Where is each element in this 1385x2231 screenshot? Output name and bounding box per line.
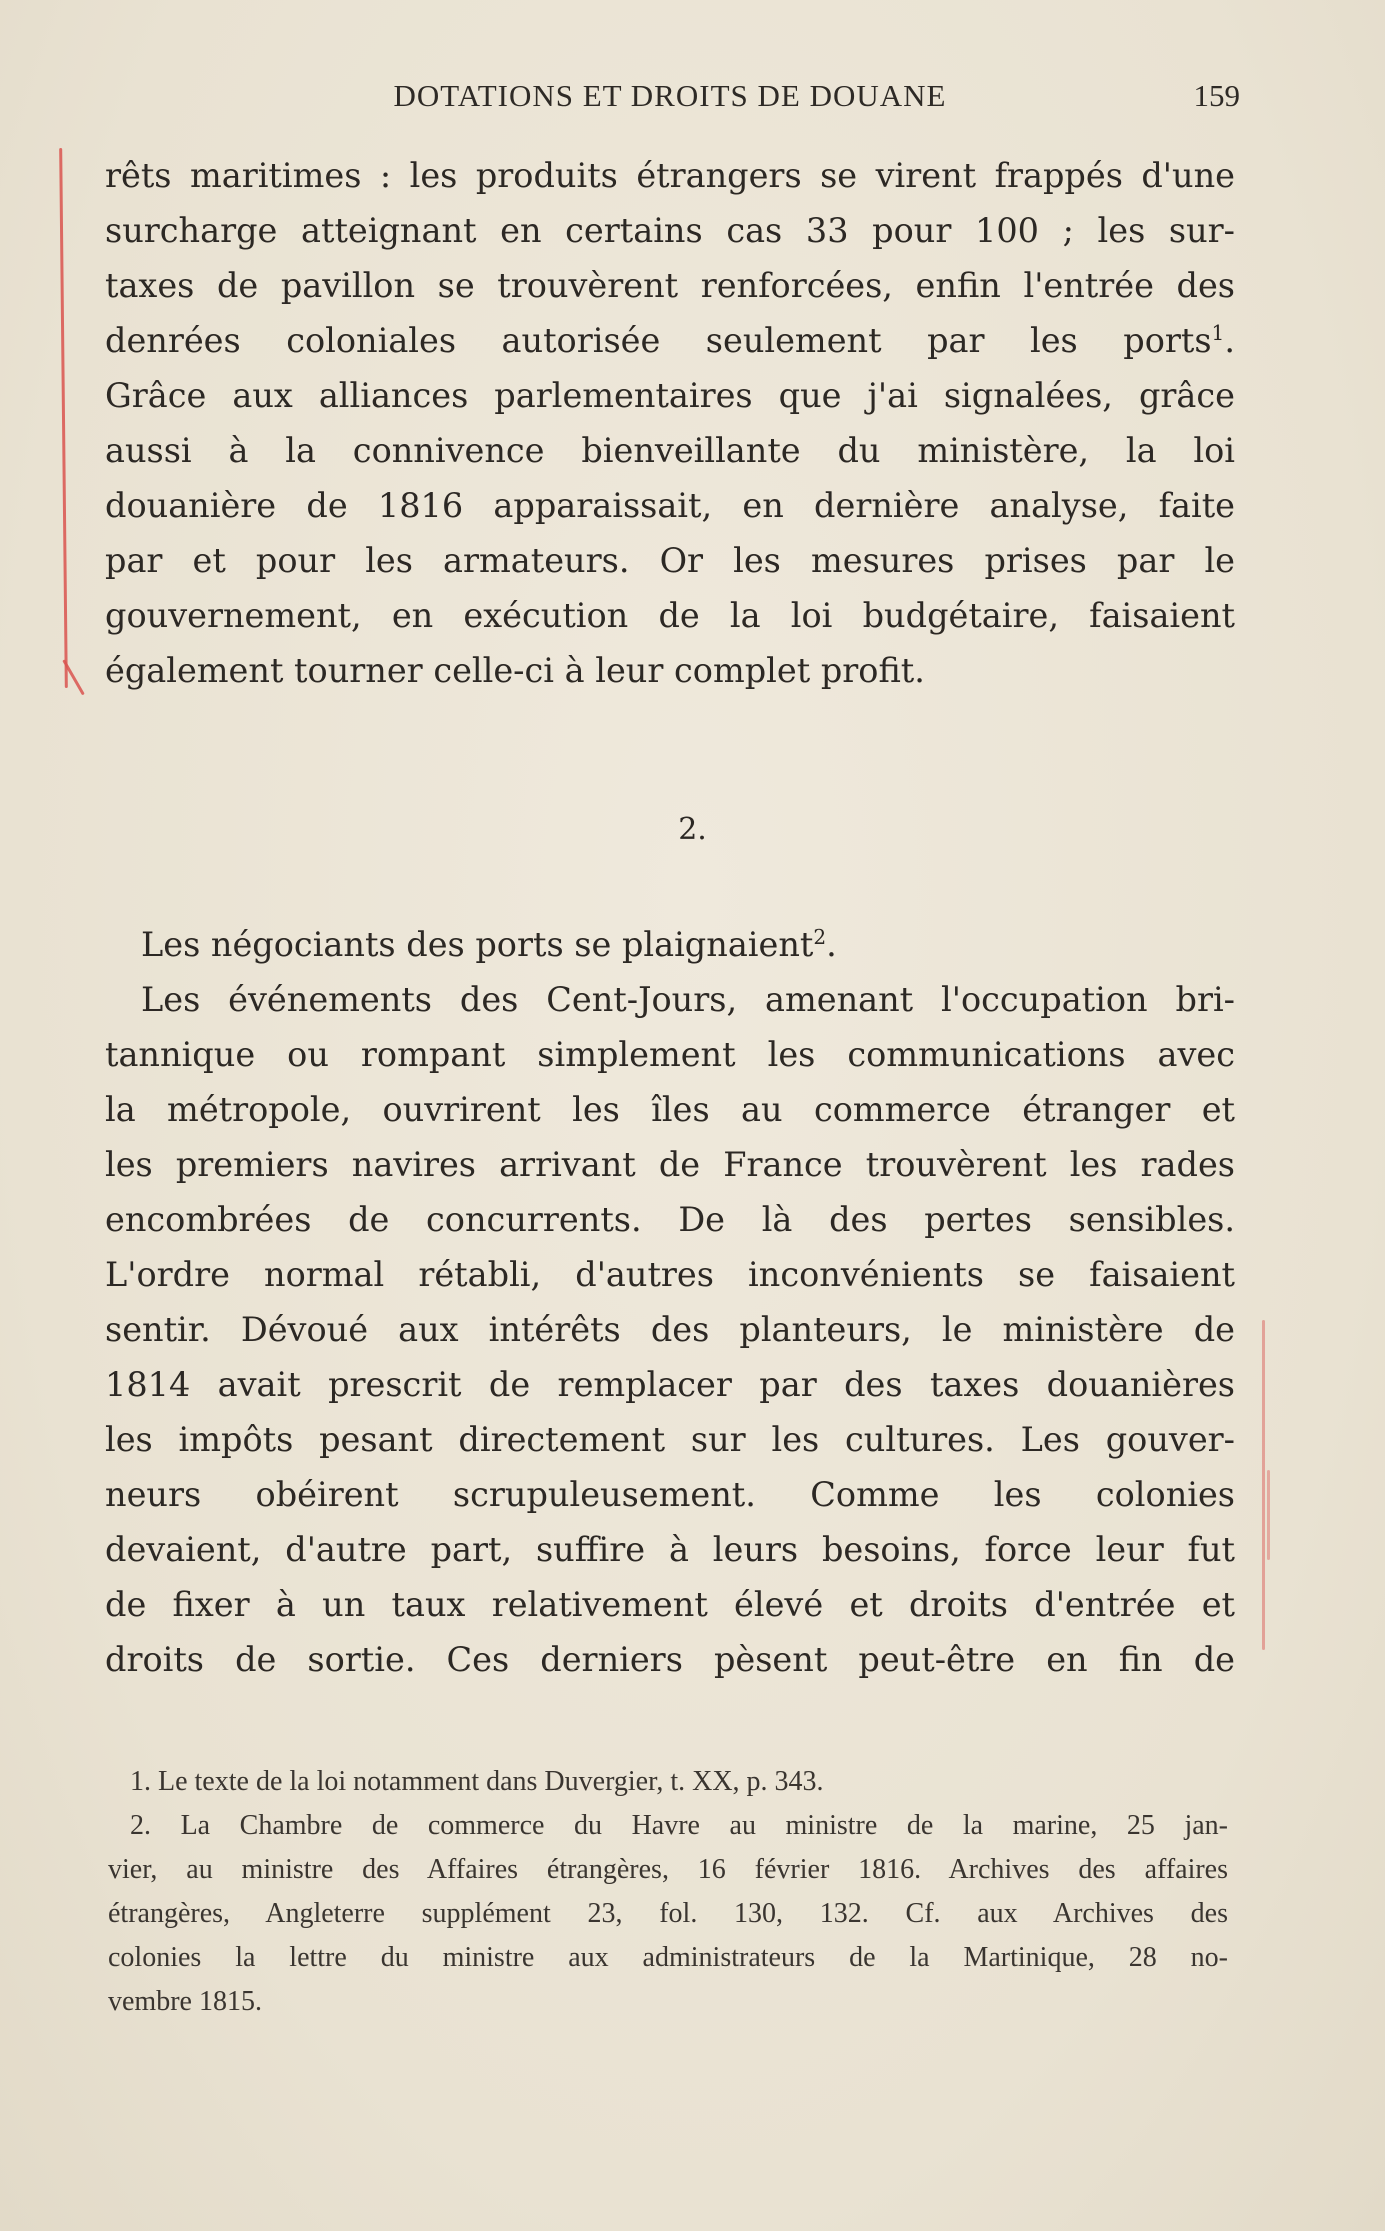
footnote-2-line: étrangères, Angleterre supplément 23, fol. 130, 132. Cf. aux Archives des	[108, 1898, 1228, 1929]
text-line: aussi à la connivence bienveillante du ministère, la loi	[105, 431, 1235, 470]
text-line: L'ordre normal rétabli, d'autres inconvénients se faisaient	[105, 1255, 1235, 1294]
text-line: les impôts pesant directement sur les cultures. Les gouver-	[105, 1420, 1235, 1459]
text-line: devaient, d'autre part, suffire à leurs besoins, force leur fut	[105, 1530, 1235, 1569]
footnote-ref-1: 1	[1211, 320, 1225, 345]
text-line-with-footnote	[105, 313, 1235, 368]
text-segment: Les négociants des ports se plaignaient	[141, 925, 814, 964]
footnote-ref-2: 2	[813, 924, 827, 949]
text-line: la métropole, ouvrirent les îles au commerce étranger et	[105, 1090, 1235, 1129]
margin-marking-right	[1262, 1320, 1265, 1650]
text-line: Grâce aux alliances parlementaires que j'ai signalées, grâce	[105, 376, 1235, 415]
paragraph-block-1	[105, 148, 1235, 698]
text-line: de fixer à un taux relativement élevé et droits d'entrée et	[105, 1585, 1235, 1624]
text-line: taxes de pavillon se trouvèrent renforcées, enfin l'entrée des	[105, 266, 1235, 305]
page-number: 159	[1193, 78, 1240, 113]
text-line: neurs obéirent scrupuleusement. Comme les colonies	[105, 1475, 1235, 1514]
paragraph-block-2	[105, 917, 1235, 1687]
text-line: douanière de 1816 apparaissait, en dernière analyse, faite	[105, 486, 1235, 525]
page-header	[100, 78, 1240, 118]
footnotes	[108, 1760, 1228, 2024]
text-line: droits de sortie. Ces derniers pèsent peut-être en fin de	[105, 1640, 1235, 1679]
text-line: par et pour les armateurs. Or les mesures prises par le	[105, 541, 1235, 580]
text-line: les premiers navires arrivant de France trouvèrent les rades	[105, 1145, 1235, 1184]
text-line: sentir. Dévoué aux intérêts des planteurs, le ministère de	[105, 1310, 1235, 1349]
running-title: DOTATIONS ET DROITS DE DOUANE	[393, 78, 947, 113]
text-line: gouvernement, en exécution de la loi budgétaire, faisaient	[105, 596, 1235, 635]
text-line: 1814 avait prescrit de remplacer par des taxes douanières	[105, 1365, 1235, 1404]
footnote-2-line: vier, au ministre des Affaires étrangères, 16 février 1816. Archives des affaires	[108, 1854, 1228, 1885]
text-line: rêts maritimes : les produits étrangers se virent frappés d'une	[105, 156, 1235, 195]
text-line: surcharge atteignant en certains cas 33 pour 100 ; les sur-	[105, 211, 1235, 250]
punctuation: .	[826, 925, 837, 964]
text-segment: denrées coloniales autorisée seulement par les ports	[105, 321, 1212, 360]
text-line: également tourner celle-ci à leur complet profit.	[105, 651, 925, 690]
margin-marking-right-2	[1267, 1470, 1270, 1560]
footnote-2-line: vembre 1815.	[108, 1986, 262, 2017]
footnote-2-line: colonies la lettre du ministre aux administrateurs de la Martinique, 28 no-	[108, 1942, 1228, 1973]
text-line: Les événements des Cent-Jours, amenant l'occupation bri-	[141, 980, 1235, 1019]
text-line-with-footnote	[105, 917, 1235, 972]
punctuation: .	[1224, 321, 1235, 360]
section-number: 2.	[678, 812, 707, 847]
text-line: tannique ou rompant simplement les communications avec	[105, 1035, 1235, 1074]
text-line: encombrées de concurrents. De là des pertes sensibles.	[105, 1200, 1235, 1239]
margin-marking-left	[59, 148, 68, 688]
footnote-1: 1. Le texte de la loi notamment dans Duvergier, t. XX, p. 343.	[130, 1766, 824, 1797]
footnote-2-line: 2. La Chambre de commerce du Havre au ministre de la marine, 25 jan-	[130, 1810, 1228, 1841]
